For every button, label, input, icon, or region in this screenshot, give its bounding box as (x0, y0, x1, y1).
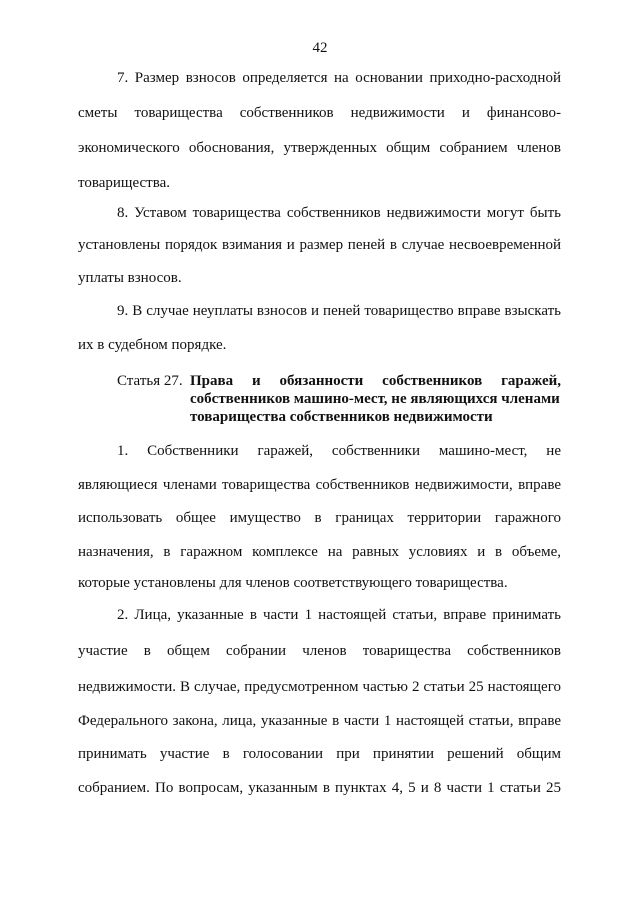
paragraph-8-line-1: 8. Уставом товарищества собственников недвижимости могут быть (117, 205, 561, 221)
paragraph-7-line-2: сметы товарищества собственников недвижимости и финансово- (78, 105, 561, 121)
article-paragraph-1-line-5: которые установлены для членов соответствующего товарищества. (78, 575, 508, 591)
article-paragraph-2-line-2: участие в общем собрании членов товарищества собственников (78, 643, 561, 659)
page-number: 42 (312, 40, 328, 56)
paragraph-8-line-2: установлены порядок взимания и размер пеней в случае несвоевременной (78, 237, 561, 253)
paragraph-9-line-2: их в судебном порядке. (78, 337, 227, 353)
article-paragraph-2-line-5: принимать участие в голосовании при принятии решений общим (78, 746, 561, 762)
paragraph-7-line-3: экономического обоснования, утвержденных общим собранием членов (78, 140, 561, 156)
article-title-line-3: товарищества собственников недвижимости (190, 409, 493, 425)
article-paragraph-1-line-1: 1. Собственники гаражей, собственники машино-мест, не (117, 443, 561, 459)
paragraph-9-line-1: 9. В случае неуплаты взносов и пеней товарищество вправе взыскать (117, 303, 561, 319)
article-paragraph-1-line-4: назначения, в гаражном комплексе на равных условиях и в объеме, (78, 544, 561, 560)
article-paragraph-1-line-2: являющиеся членами товарищества собственников недвижимости, вправе (78, 477, 561, 493)
article-paragraph-2-line-6: собранием. По вопросам, указанным в пунктах 4, 5 и 8 части 1 статьи 25 (78, 780, 561, 796)
article-title-line-1: Права и обязанности собственников гаражей, (190, 373, 561, 389)
article-paragraph-2-line-1: 2. Лица, указанные в части 1 настоящей статьи, вправе принимать (117, 607, 561, 623)
paragraph-8-line-3: уплаты взносов. (78, 270, 182, 286)
article-paragraph-2-line-4: Федерального закона, лица, указанные в части 1 настоящей статьи, вправе (78, 713, 561, 729)
paragraph-7-line-1: 7. Размер взносов определяется на основании приходно-расходной (117, 70, 561, 86)
article-paragraph-1-line-3: использовать общее имущество в границах территории гаражного (78, 510, 561, 526)
article-paragraph-2-line-3: недвижимости. В случае, предусмотренном частью 2 статьи 25 настоящего (78, 679, 561, 695)
article-number: Статья 27. (117, 373, 183, 389)
paragraph-7-line-4: товарищества. (78, 175, 171, 191)
article-title-line-2: собственников машино-мест, не являющихся членами (190, 391, 560, 407)
